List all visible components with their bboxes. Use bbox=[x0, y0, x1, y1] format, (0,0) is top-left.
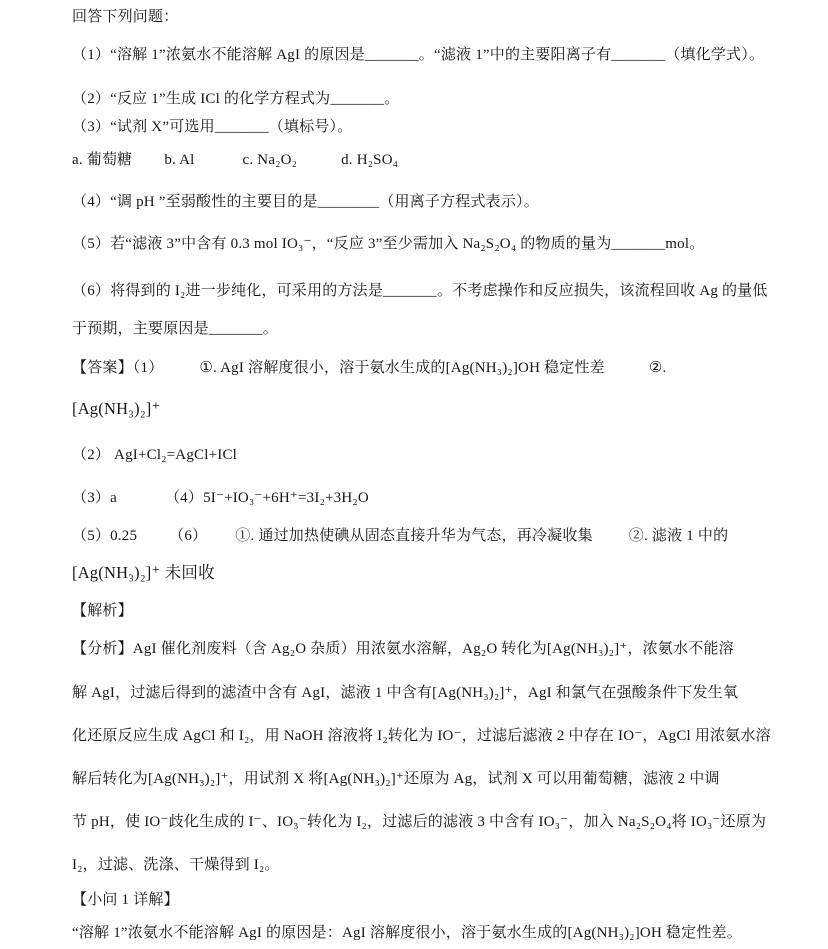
analysis-line-4: 解后转化为[Ag(NH₃)₂]⁺，用试剂 X 将[Ag(NH₃)₂]⁺还原为 Ag，试剂 X 可以用葡萄糖，滤液 2 中调 bbox=[72, 771, 720, 787]
answer-3-4-row bbox=[72, 487, 369, 509]
detail-1-header: 【小问 1 详解】 bbox=[72, 892, 179, 908]
answer-1-item2: ②. bbox=[648, 360, 667, 376]
question-2: （2）“反应 1”生成 ICl 的化学方程式为_______。 bbox=[72, 91, 400, 107]
answer-1-item1: ①. AgI 溶解度很小，溶于氨水生成的[Ag(NH₃)₂]OH 稳定性差 bbox=[199, 360, 605, 376]
question-6-line2: 于预期，主要原因是_______。 bbox=[72, 321, 278, 337]
answer-3: （3）a bbox=[72, 490, 117, 506]
intro-line: 回答下列问题： bbox=[72, 9, 179, 25]
question-1: （1）“溶解 1”浓氨水不能溶解 AgI 的原因是_______。“滤液 1”中的主要阳离子有_______（填化学式）。 bbox=[72, 47, 765, 63]
answer-6-item1: ①. 通过加热使碘从固态直接升华为气态，再冷凝收集 bbox=[235, 528, 593, 544]
analysis-header: 【解析】 bbox=[72, 603, 133, 619]
analysis-line-6: I₂，过滤、洗涤、干燥得到 I₂。 bbox=[72, 857, 280, 873]
answer-6-label: （6） bbox=[169, 528, 208, 544]
question-5: （5）若“滤液 3”中含有 0.3 mol IO₃⁻，“反应 3”至少需加入 Na₂S₂O₄ 的物质的量为_______mol。 bbox=[72, 236, 705, 252]
answer-1-formula: [Ag(NH₃)₂]⁺ bbox=[72, 399, 161, 418]
answer-2: （2） AgI+Cl₂=AgCl+ICl bbox=[72, 447, 238, 463]
detail-1-text: “溶解 1”浓氨水不能溶解 AgI 的原因是：AgI 溶解度很小，溶于氨水生成的[Ag(NH₃)₂]OH 稳定性差。 bbox=[72, 925, 742, 941]
analysis-line-1: 【分析】AgI 催化剂废料（含 Ag₂O 杂质）用浓氨水溶解，Ag₂O 转化为[Ag(NH₃)₂]⁺，浓氨水不能溶 bbox=[72, 641, 734, 657]
options-row bbox=[72, 149, 398, 171]
question-4: （4）“调 pH ”至弱酸性的主要目的是________（用离子方程式表示）。 bbox=[72, 194, 539, 210]
question-3: （3）“试剂 X”可选用_______（填标号）。 bbox=[72, 119, 353, 135]
answer-header: 【答案】（1） bbox=[72, 360, 164, 376]
option-c: c. Na₂O₂ bbox=[242, 152, 298, 168]
option-d: d. H₂SO₄ bbox=[341, 152, 399, 168]
option-a: a. 葡萄糖 bbox=[72, 152, 133, 168]
option-b: b. Al bbox=[164, 152, 195, 168]
analysis-line-5: 节 pH，使 IO⁻歧化生成的 I⁻、IO₃⁻转化为 I₂，过滤后的滤液 3 中含有 IO₃⁻，加入 Na₂S₂O₄将 IO₃⁻还原为 bbox=[72, 814, 767, 830]
answer-6-formula: [Ag(NH₃)₂]⁺ 未回收 bbox=[72, 563, 215, 582]
question-6-line1: （6）将得到的 I₂进一步纯化，可采用的方法是_______。不考虑操作和反应损失，该流程回收 Ag 的量低 bbox=[72, 283, 768, 299]
analysis-line-3: 化还原反应生成 AgCl 和 I₂，用 NaOH 溶液将 I₂转化为 IO⁻，过滤后滤液 2 中存在 IO⁻，AgCl 用浓氨水溶 bbox=[72, 728, 771, 744]
answer-6-item2: ②. 滤液 1 中的 bbox=[628, 528, 729, 544]
analysis-line-2: 解 AgI，过滤后得到的滤渣中含有 AgI，滤液 1 中含有[Ag(NH₃)₂]⁺，AgI 和氯气在强酸条件下发生氧 bbox=[72, 685, 739, 701]
answer-5-6-row bbox=[72, 525, 728, 547]
answer-1-row bbox=[72, 357, 666, 379]
answer-4: （4）5I⁻+IO₃⁻+6H⁺=3I₂+3H₂O bbox=[164, 490, 369, 506]
answer-5: （5）0.25 bbox=[72, 528, 138, 544]
